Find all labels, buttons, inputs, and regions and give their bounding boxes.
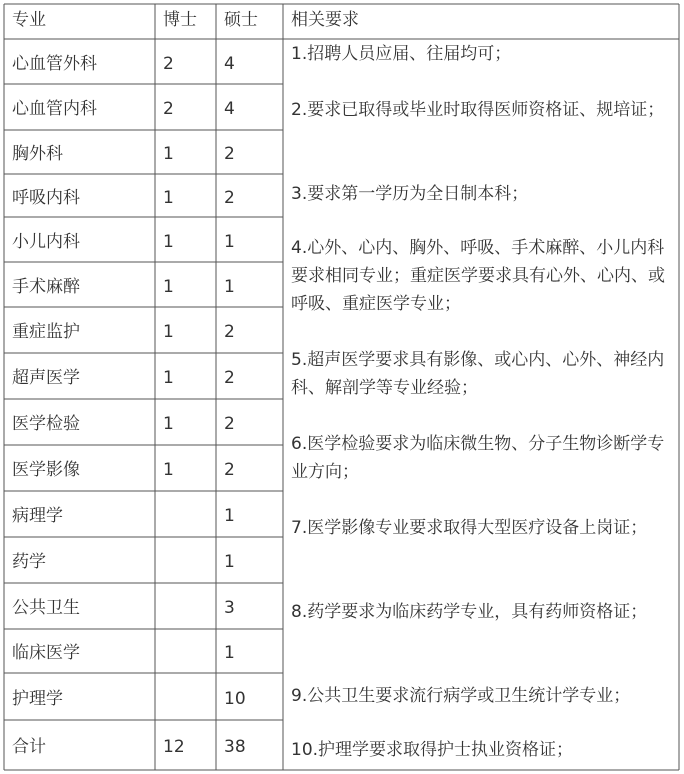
master-count-cell: 2	[224, 144, 235, 164]
requirement-item: 9.公共卫生要求流行病学或卫生统计学专业；	[291, 686, 631, 706]
major-cell: 医学影像	[12, 460, 80, 480]
requirement-item: 1.招聘人员应届、往届均可；	[291, 44, 512, 64]
master-count-cell: 1	[224, 643, 235, 663]
phd-count-cell: 2	[163, 99, 174, 119]
phd-count-cell: 1	[163, 187, 174, 208]
master-count-cell: 2	[224, 368, 235, 388]
master-count-cell: 1	[224, 552, 235, 572]
major-cell: 手术麻醉	[12, 276, 80, 297]
phd-count-cell: 12	[163, 737, 185, 757]
requirement-item: 4.心外、心内、胸外、呼吸、手术麻醉、小儿内科要求相同专业；重症医学要求具有心外、心内、或呼吸、重症医学专业；	[291, 238, 665, 314]
phd-count-cell: 1	[163, 322, 174, 342]
phd-count-cell: 1	[163, 460, 174, 480]
major-cell: 药学	[12, 552, 46, 572]
master-count-cell: 2	[224, 322, 235, 342]
master-count-cell: 2	[224, 187, 235, 208]
major-cell: 重症监护	[12, 322, 80, 342]
major-cell: 超声医学	[12, 368, 80, 388]
major-cell: 心血管内科	[12, 99, 97, 119]
master-count-cell: 1	[224, 276, 235, 297]
header-phd: 博士	[163, 10, 197, 30]
major-cell: 胸外科	[12, 144, 63, 164]
requirement-item: 3.要求第一学历为全日制本科；	[291, 184, 529, 204]
major-cell: 合计	[12, 737, 46, 757]
master-count-cell: 1	[224, 231, 235, 252]
requirement-item: 5.超声医学要求具有影像、或心内、心外、神经内科、解剖学等专业经验；	[291, 350, 665, 398]
phd-count-cell: 1	[163, 144, 174, 164]
major-cell: 医学检验	[12, 414, 80, 434]
master-count-cell: 4	[224, 99, 235, 119]
header-requirements: 相关要求	[291, 10, 359, 30]
major-cell: 呼吸内科	[12, 187, 80, 208]
major-cell: 公共卫生	[12, 598, 80, 618]
phd-count-cell: 1	[163, 231, 174, 252]
master-count-cell: 3	[224, 598, 235, 618]
requirement-item: 7.医学影像专业要求取得大型医疗设备上岗证；	[291, 518, 648, 538]
header-major: 专业	[12, 10, 46, 30]
header-master: 硕士	[224, 10, 258, 30]
phd-count-cell: 1	[163, 276, 174, 297]
major-cell: 小儿内科	[12, 231, 80, 252]
major-cell: 病理学	[12, 506, 63, 526]
major-cell: 护理学	[12, 688, 63, 709]
master-count-cell: 1	[224, 506, 235, 526]
master-count-cell: 2	[224, 460, 235, 480]
master-count-cell: 2	[224, 414, 235, 434]
master-count-cell: 38	[224, 737, 246, 757]
phd-count-cell: 1	[163, 368, 174, 388]
master-count-cell: 4	[224, 53, 235, 74]
phd-count-cell: 2	[163, 53, 174, 74]
master-count-cell: 10	[224, 688, 246, 709]
requirement-item: 10.护理学要求取得护士执业资格证；	[291, 740, 574, 760]
major-cell: 心血管外科	[12, 53, 97, 74]
requirement-item: 8.药学要求为临床药学专业，具有药师资格证；	[291, 602, 648, 622]
requirement-item: 6.医学检验要求为临床微生物、分子生物诊断学专业方向；	[291, 434, 665, 482]
phd-count-cell: 1	[163, 414, 174, 434]
requirement-item: 2.要求已取得或毕业时取得医师资格证、规培证；	[291, 100, 665, 120]
major-cell: 临床医学	[12, 643, 80, 663]
